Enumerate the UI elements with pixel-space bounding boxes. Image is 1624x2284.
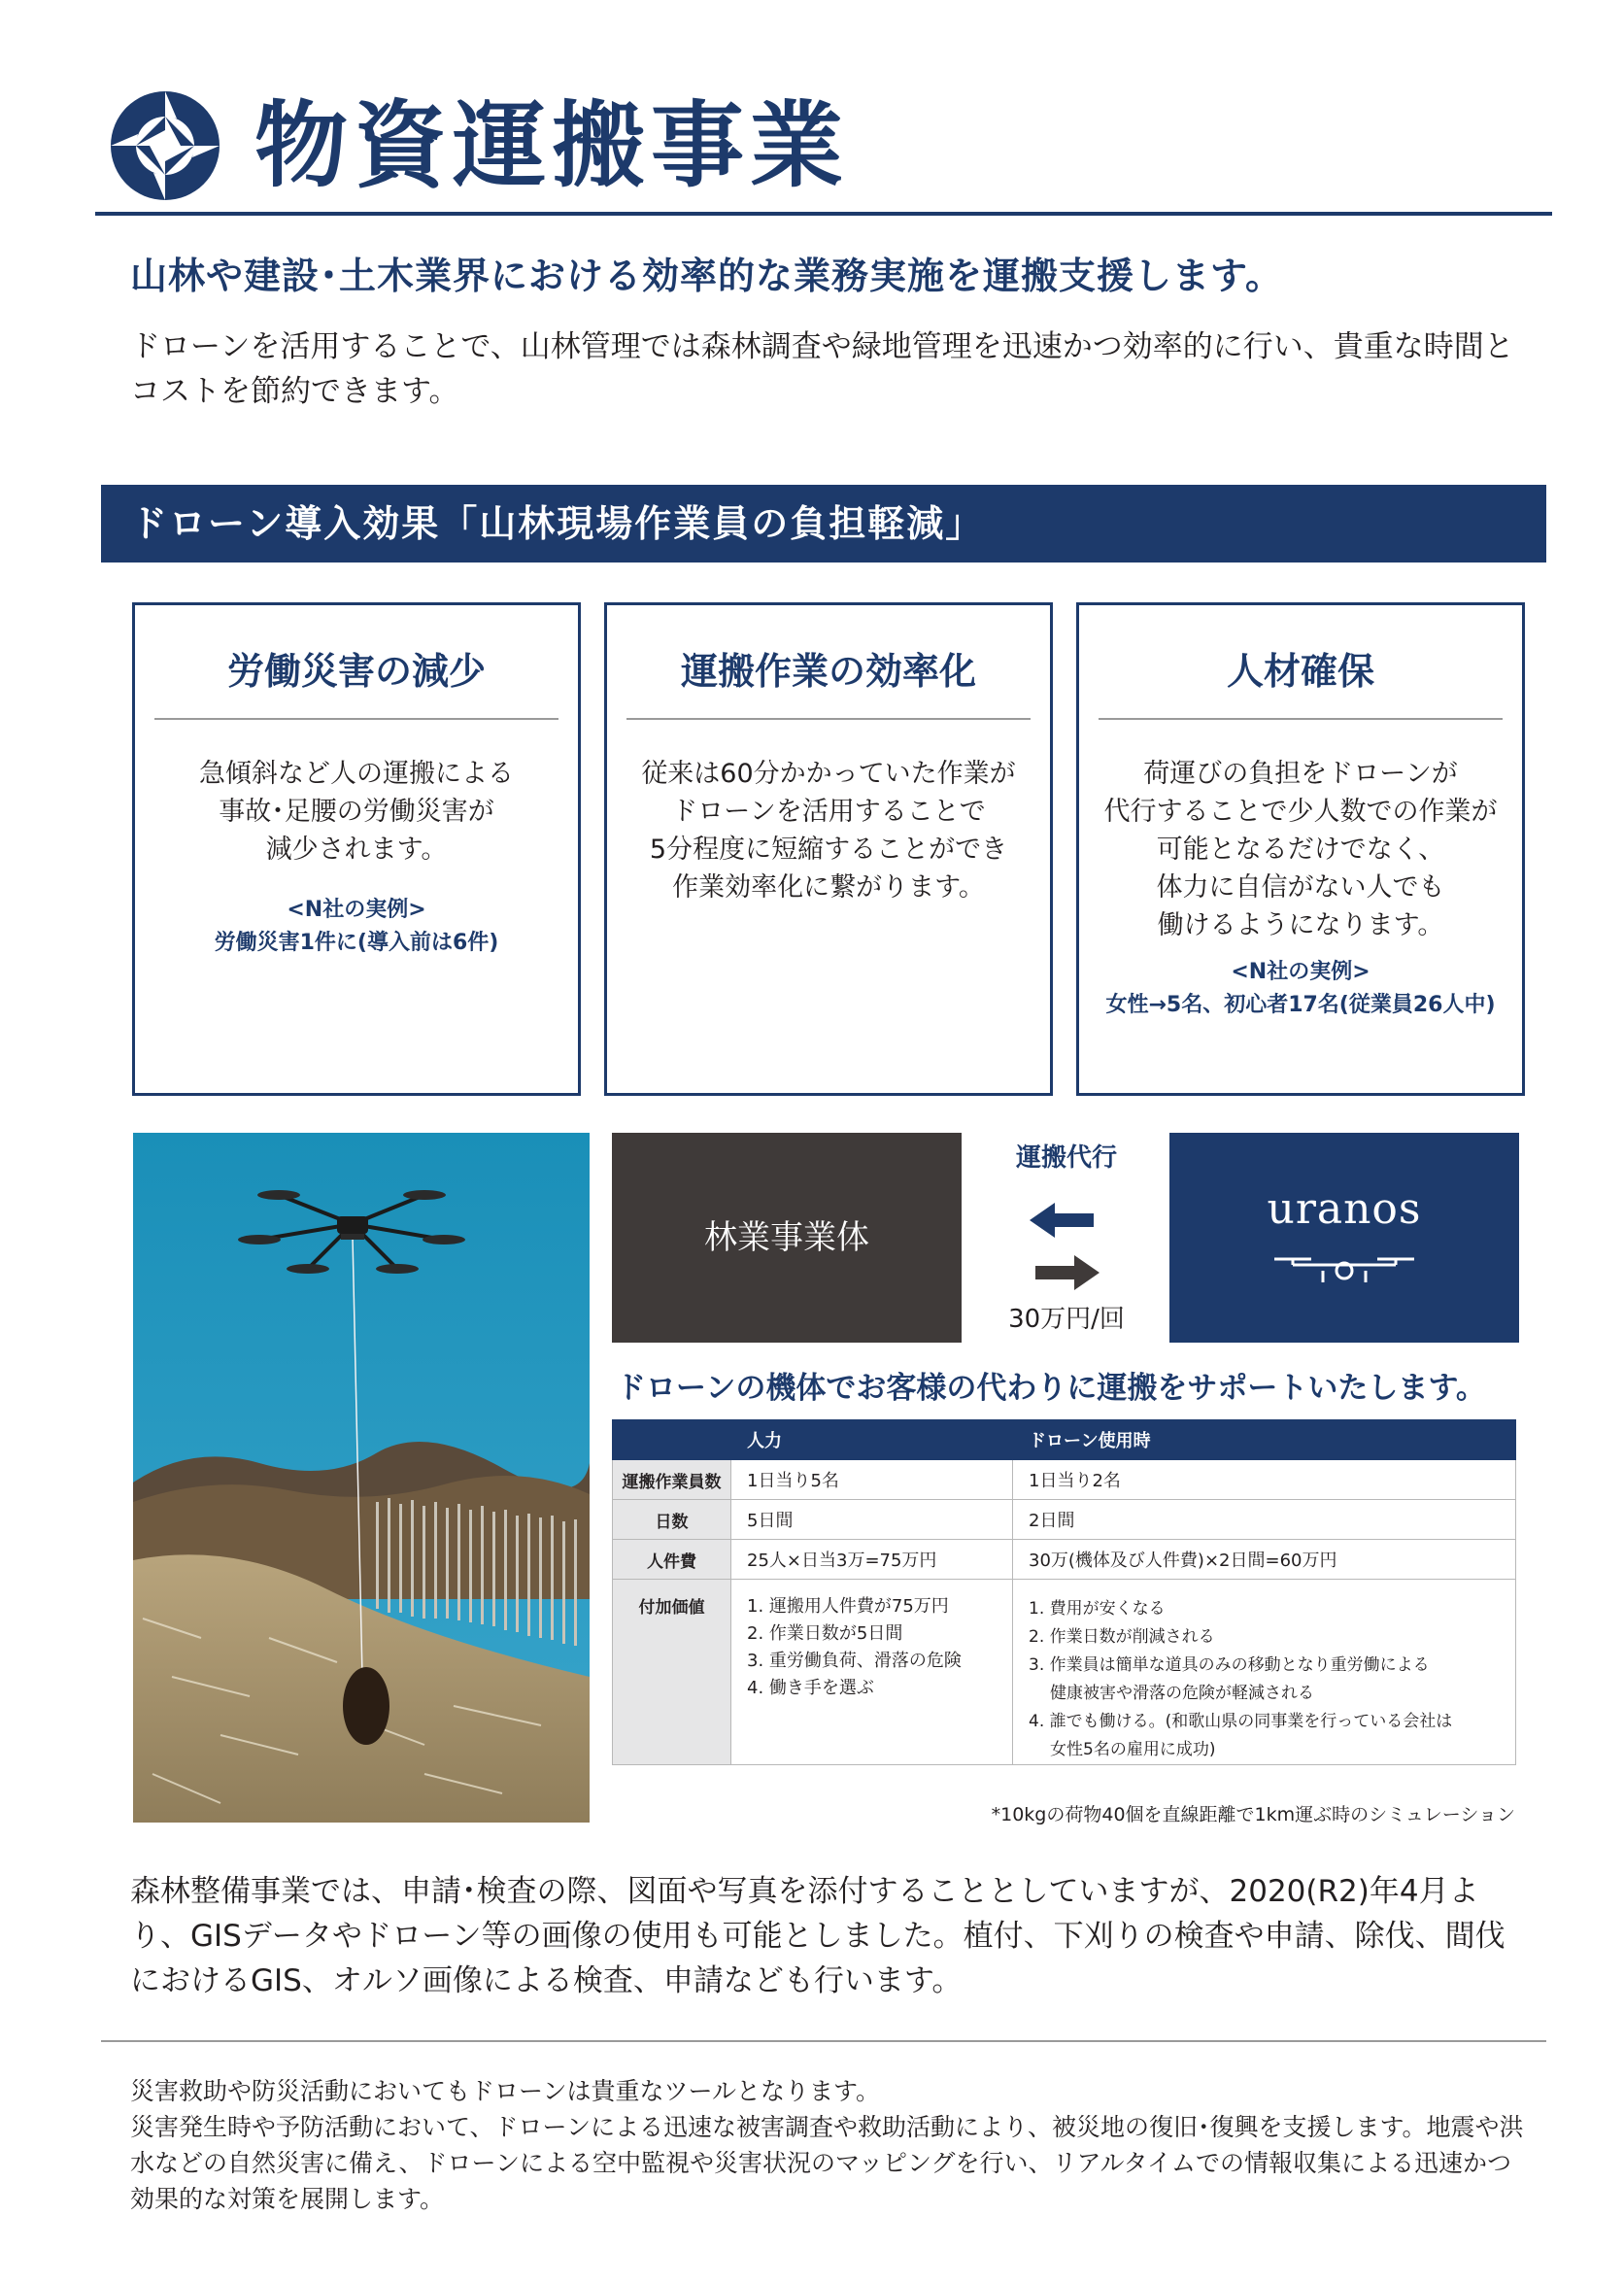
- card-example-text: 女性→5名、初心者17名(従業員26人中): [1105, 993, 1496, 1017]
- support-heading: ドローンの機体でお客様の代わりに運搬をサポートいたします。: [616, 1371, 1486, 1406]
- drone-cell: 1日当り2名: [1013, 1460, 1516, 1500]
- card-example-heading: <N社の実例>: [1231, 960, 1370, 984]
- manual-cell: 1日当り5名: [731, 1460, 1013, 1500]
- arrow-right-icon: [1030, 1253, 1100, 1292]
- manual-cell: 5日間: [731, 1500, 1013, 1540]
- list-item: 2. 作業日数が5日間: [747, 1623, 903, 1644]
- section-banner: ドローン導入効果「山林現場作業員の負担軽減」: [101, 485, 1546, 562]
- drone-logo-icon: [1267, 1249, 1422, 1288]
- disaster-line-2: 災害発生時や予防活動において、ドローンによる迅速な被害調査や救助活動により、被災地の復旧･復興を支援します。地震や洪水などの自然災害に備え、ドローンによる空中監視や災害状況のマッピングを行い、リアルタイムでの情報収集による迅速かつ効果的な対策を展開します。: [130, 2113, 1524, 2213]
- table-corner-cell: [613, 1420, 731, 1460]
- list-item: 4. 働き手を選ぶ: [747, 1678, 874, 1698]
- drone-cell: [1013, 1580, 1516, 1765]
- list-item: 3. 作業員は簡単な道具のみの移動となり重労働による: [1029, 1655, 1430, 1675]
- lead-heading: 山林や建設･土木業界における効率的な業務実施を運搬支援します。: [130, 255, 1283, 297]
- row-label: 運搬作業員数: [613, 1460, 731, 1500]
- disaster-paragraph: [130, 2073, 1529, 2217]
- benefit-card-staffing: [1076, 602, 1525, 1096]
- uranos-box: [1169, 1133, 1519, 1343]
- card-example-heading: <N社の実例>: [287, 898, 426, 922]
- card-body: 従来は60分かかっていた作業が ドローンを活用することで 5分程度に短縮することができ 作業効率化に繋がります。: [641, 759, 1016, 903]
- row-label: 日数: [613, 1500, 731, 1540]
- manual-cell: 25人×日当3万=75万円: [731, 1540, 1013, 1580]
- table-row: [613, 1540, 1516, 1580]
- bottom-divider: [101, 2040, 1546, 2042]
- card-example-text: 労働災害1件に(導入前は6件): [214, 931, 499, 955]
- benefit-card-efficiency: [604, 602, 1053, 1096]
- table-footnote: *10kgの荷物40個を直線距離で1km運ぶ時のシミュレーション: [991, 1804, 1515, 1825]
- list-item: 1. 費用が安くなる: [1029, 1599, 1166, 1619]
- drone-cell: 30万(機体及び人件費)×2日間=60万円: [1013, 1540, 1516, 1580]
- header-divider: [95, 212, 1552, 216]
- manual-added-value-list: [747, 1593, 997, 1702]
- table-row: [613, 1460, 1516, 1500]
- comparison-table: [612, 1419, 1516, 1765]
- row-label: 人件費: [613, 1540, 731, 1580]
- list-item: 4. 誰でも働ける。(和歌山県の同事業を行っている会社は: [1029, 1712, 1453, 1731]
- disaster-line-1: 災害救助や防災活動においてもドローンは貴重なツールとなります。: [130, 2077, 881, 2105]
- list-item: 健康被害や滑落の危険が軽減される: [1050, 1684, 1314, 1703]
- transport-agency-label: 運搬代行: [1015, 1143, 1117, 1173]
- card-title: 運搬作業の効率化: [680, 650, 976, 693]
- price-per-trip-label: 30万円/回: [1008, 1305, 1125, 1334]
- card-divider: [1099, 718, 1503, 720]
- list-item: 2. 作業日数が削減される: [1029, 1627, 1215, 1647]
- list-item: 1. 運搬用人件費が75万円: [747, 1596, 949, 1617]
- card-title: 人材確保: [1226, 650, 1374, 693]
- list-item: 3. 重労働負荷、滑落の危険: [747, 1651, 962, 1671]
- drone-cell: 2日間: [1013, 1500, 1516, 1540]
- uranos-wordmark: uranos: [1267, 1184, 1422, 1234]
- benefit-card-accident: [132, 602, 581, 1096]
- gis-paragraph: 森林整備事業では、申請･検査の際、図面や写真を添付することとしていますが、2020(R2)年4月より、GISデータやドローン等の画像の使用も可能としました。植付、下刈りの検査や申請、除伐、間伐におけるGIS、オルソ画像による検査、申請なども行います。: [130, 1874, 1506, 1998]
- column-header-drone: ドローン使用時: [1013, 1420, 1516, 1460]
- card-title: 労働災害の減少: [226, 650, 486, 693]
- table-row: [613, 1500, 1516, 1540]
- arrow-left-icon: [1030, 1201, 1100, 1240]
- table-row-added-value: [613, 1580, 1516, 1765]
- column-header-manual: 人力: [731, 1420, 1013, 1460]
- page-title: 物資運搬事業: [254, 91, 849, 200]
- card-divider: [154, 718, 558, 720]
- aperture-logo-icon: [109, 89, 221, 202]
- drone-added-value-list: [1029, 1593, 1500, 1764]
- manual-cell: [731, 1580, 1013, 1765]
- forestry-business-box: 林業事業体: [612, 1133, 962, 1343]
- table-header-row: [613, 1420, 1516, 1460]
- list-item: 女性5名の雇用に成功): [1050, 1740, 1216, 1759]
- intro-paragraph: ドローンを活用することで、山林管理では森林調査や緑地管理を迅速かつ効率的に行い、貴重な時間とコストを節約できます。: [130, 329, 1514, 409]
- drone-carrying-load-photo: [133, 1133, 590, 1823]
- card-divider: [626, 718, 1031, 720]
- row-label: 付加価値: [613, 1580, 731, 1765]
- card-body: 急傾斜など人の運搬による 事故･足腰の労働災害が 減少されます。: [199, 759, 514, 865]
- card-body: 荷運びの負担をドローンが 代行することで少人数での作業が 可能となるだけでなく、 体力に自信がない人でも 働けるようになります。: [1103, 759, 1498, 940]
